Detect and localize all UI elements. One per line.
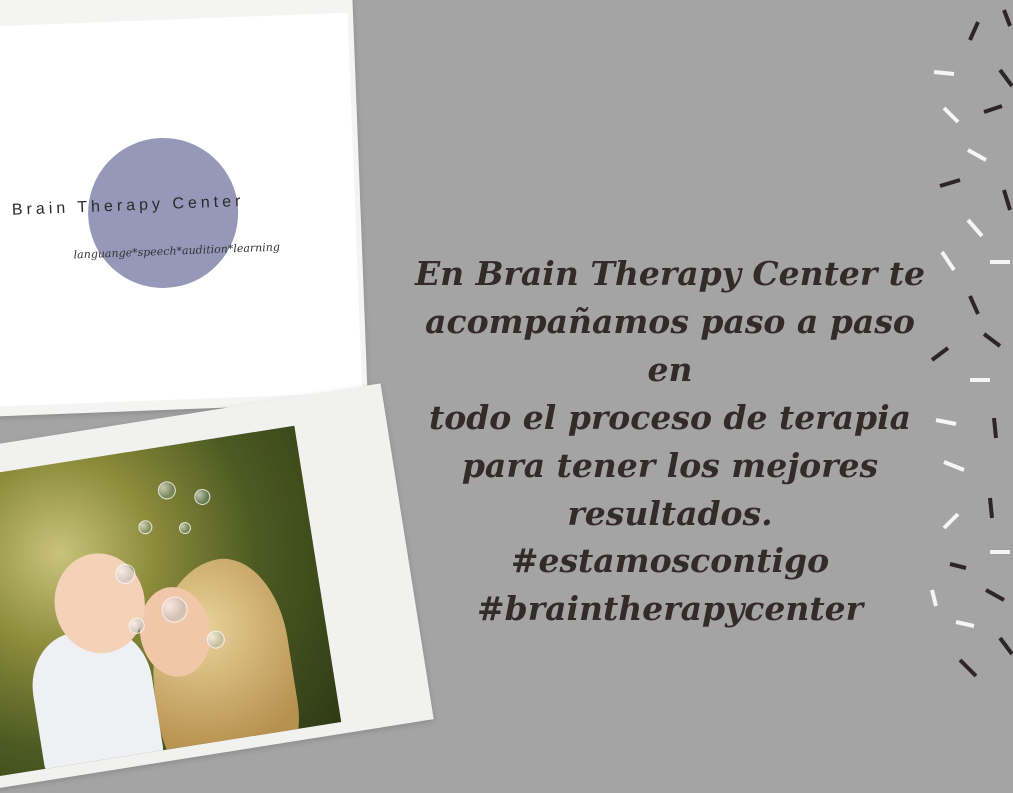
confetti-mark bbox=[968, 150, 986, 160]
confetti-mark bbox=[940, 180, 960, 186]
message-line: acompañamos paso a paso en bbox=[425, 302, 915, 389]
confetti-mark bbox=[944, 514, 958, 528]
confetti-mark bbox=[990, 498, 992, 518]
confetti-mark bbox=[956, 622, 974, 626]
confetti-mark bbox=[1004, 10, 1010, 26]
confetti-mark bbox=[1000, 638, 1012, 654]
confetti-mark bbox=[1004, 190, 1010, 210]
confetti-mark bbox=[944, 108, 958, 122]
message-line: resultados. bbox=[567, 494, 773, 533]
confetti-mark bbox=[984, 106, 1002, 112]
confetti-mark bbox=[984, 334, 1000, 346]
confetti-mark bbox=[970, 22, 978, 40]
hashtags bbox=[400, 537, 940, 633]
bubble bbox=[193, 488, 211, 506]
message-line: para tener los mejores bbox=[461, 446, 879, 485]
confetti-mark bbox=[968, 220, 982, 236]
logo-tagline: languange*speech*audition*learning bbox=[73, 240, 281, 262]
bubble bbox=[178, 521, 192, 535]
confetti-mark bbox=[950, 564, 966, 568]
logo-card bbox=[0, 13, 362, 407]
confetti-mark bbox=[944, 462, 964, 470]
confetti-mark bbox=[986, 590, 1004, 600]
confetti-mark bbox=[936, 420, 956, 424]
main-message bbox=[400, 250, 940, 538]
confetti-mark bbox=[932, 590, 936, 606]
confetti-decoration bbox=[920, 0, 1013, 686]
confetti-mark bbox=[994, 418, 996, 438]
mother-baby-photo bbox=[0, 426, 341, 779]
hashtag-braintherapycenter: #braintherapycenter bbox=[477, 589, 863, 628]
bubble bbox=[137, 519, 153, 535]
confetti-mark bbox=[934, 72, 954, 74]
confetti-mark bbox=[932, 348, 948, 360]
logo-name: Brain Therapy Center bbox=[11, 192, 245, 219]
message-line: En Brain Therapy Center te bbox=[415, 254, 925, 293]
bubble bbox=[157, 480, 178, 501]
confetti-mark bbox=[942, 252, 954, 270]
hashtag-estamoscontigo: #estamoscontigo bbox=[510, 541, 830, 580]
confetti-mark bbox=[1000, 70, 1012, 86]
confetti-mark bbox=[970, 296, 978, 314]
confetti-mark bbox=[960, 660, 976, 676]
message-line: todo el proceso de terapia bbox=[428, 398, 912, 437]
